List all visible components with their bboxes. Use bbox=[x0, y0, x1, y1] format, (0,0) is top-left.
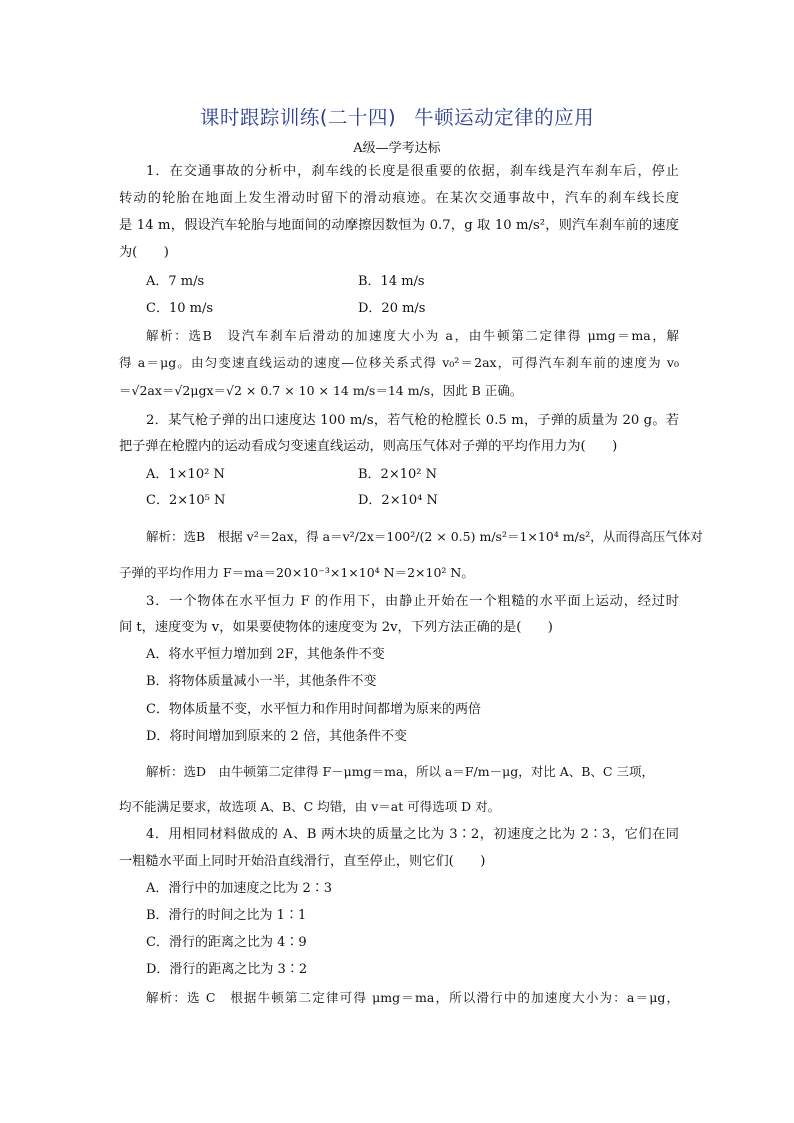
q1-option-c: C．10 m/s bbox=[146, 301, 213, 316]
title-topic: 牛顿运动定律的应用 bbox=[414, 106, 595, 129]
q3-option-c: C．物体质量不变，水平恒力和作用时间都增为原来的两倍 bbox=[146, 702, 481, 717]
q4-analysis-1: 解析：选 C 根据牛顿第二定律可得 μmg＝ma，所以滑行中的加速度大小为：a＝μg， bbox=[146, 990, 679, 1005]
q1-analysis-3: ＝√2ax＝√2μgx＝√2 × 0.7 × 10 × 14 m/s＝14 m/s，因此 B 正确。 bbox=[119, 383, 523, 398]
q2-line-2: 把子弹在枪膛内的运动看成匀变速直线运动，则高压气体对子弹的平均作用力为( ) bbox=[119, 439, 618, 454]
q2-analysis-1: 解析：选B 根据 v²＝2ax，得 a＝v²/2x＝100²/(2 × 0.5) m/s²＝1×10⁴ m/s²，从而得高压气体对 bbox=[146, 529, 703, 544]
q2-option-c: C．2×10⁵ N bbox=[146, 493, 226, 508]
q2-line-1: 2．某气枪子弹的出口速度达 100 m/s，若气枪的枪膛长 0.5 m，子弹的质量为 20 g。若 bbox=[146, 413, 679, 428]
q1-option-d: D．20 m/s bbox=[358, 301, 426, 316]
q3-option-b: B．将物体质量减小一半，其他条件不变 bbox=[146, 674, 377, 689]
q1-option-b: B．14 m/s bbox=[358, 274, 425, 289]
q1-line-1: 1．在交通事故的分析中，刹车线的长度是很重要的依据，刹车线是汽车刹车后，停止 bbox=[146, 164, 679, 179]
q1-line-3: 是 14 m，假设汽车轮胎与地面间的动摩擦因数恒为 0.7，g 取 10 m/s²，则汽车刹车前的速度 bbox=[119, 218, 679, 233]
q4-line-2: 一粗糙水平面上同时开始沿直线滑行，直至停止，则它们( ) bbox=[119, 854, 486, 869]
q1-line-2: 转动的轮胎在地面上发生滑动时留下的滑动痕迹。在某次交通事故中，汽车的刹车线长度 bbox=[119, 191, 679, 206]
q2-option-a: A．1×10² N bbox=[146, 467, 225, 482]
q4-option-c: C．滑行的距离之比为 4∶9 bbox=[146, 935, 307, 950]
q2-option-d: D．2×10⁴ N bbox=[358, 493, 438, 508]
section-heading: A级—学考达标 bbox=[353, 141, 441, 156]
q3-option-d: D．将时间增加到原来的 2 倍，其他条件不变 bbox=[146, 729, 407, 744]
q4-line-1: 4．用相同材料做成的 A、B 两木块的质量之比为 3∶2，初速度之比为 2∶3，它们在同 bbox=[146, 827, 679, 842]
q1-analysis-1: 解析：选B 设汽车刹车后滑动的加速度大小为 a，由牛顿第二定律得 μmg＝ma，解 bbox=[146, 328, 679, 343]
q2-option-b: B．2×10² N bbox=[358, 467, 437, 482]
q1-line-4: 为( ) bbox=[119, 245, 169, 260]
q3-line-2: 间 t，速度变为 v，如果要使物体的速度变为 2v，下列方法正确的是( ) bbox=[119, 620, 553, 635]
q2-analysis-2: 子弹的平均作用力 F＝ma＝20×10⁻³×1×10⁴ N＝2×10² N。 bbox=[119, 565, 474, 580]
q4-option-a: A．滑行中的加速度之比为 2∶3 bbox=[146, 881, 333, 896]
q3-analysis-1: 解析：选D 由牛顿第二定律得 F－μmg＝ma，所以 a＝F/m－μg，对比 A、B、C 三项， bbox=[146, 764, 654, 779]
page-title bbox=[0, 102, 794, 130]
q4-option-d: D．滑行的距离之比为 3∶2 bbox=[146, 962, 308, 977]
q1-analysis-2: 得 a＝μg。由匀变速直线运动的速度—位移关系式得 v₀²＝2ax，可得汽车刹车前的速度为 v₀ bbox=[119, 355, 679, 370]
q1-option-a: A．7 m/s bbox=[146, 274, 205, 289]
title-main: 课时跟踪训练(二十四) bbox=[199, 106, 397, 129]
q3-option-a: A．将水平恒力增加到 2F，其他条件不变 bbox=[146, 647, 385, 662]
q3-analysis-2: 均不能满足要求，故选项 A、B、C 均错，由 v＝at 可得选项 D 对。 bbox=[119, 799, 501, 814]
q4-option-b: B．滑行的时间之比为 1∶1 bbox=[146, 908, 307, 923]
q3-line-1: 3．一个物体在水平恒力 F 的作用下，由静止开始在一个粗糙的水平面上运动，经过时 bbox=[146, 594, 679, 609]
